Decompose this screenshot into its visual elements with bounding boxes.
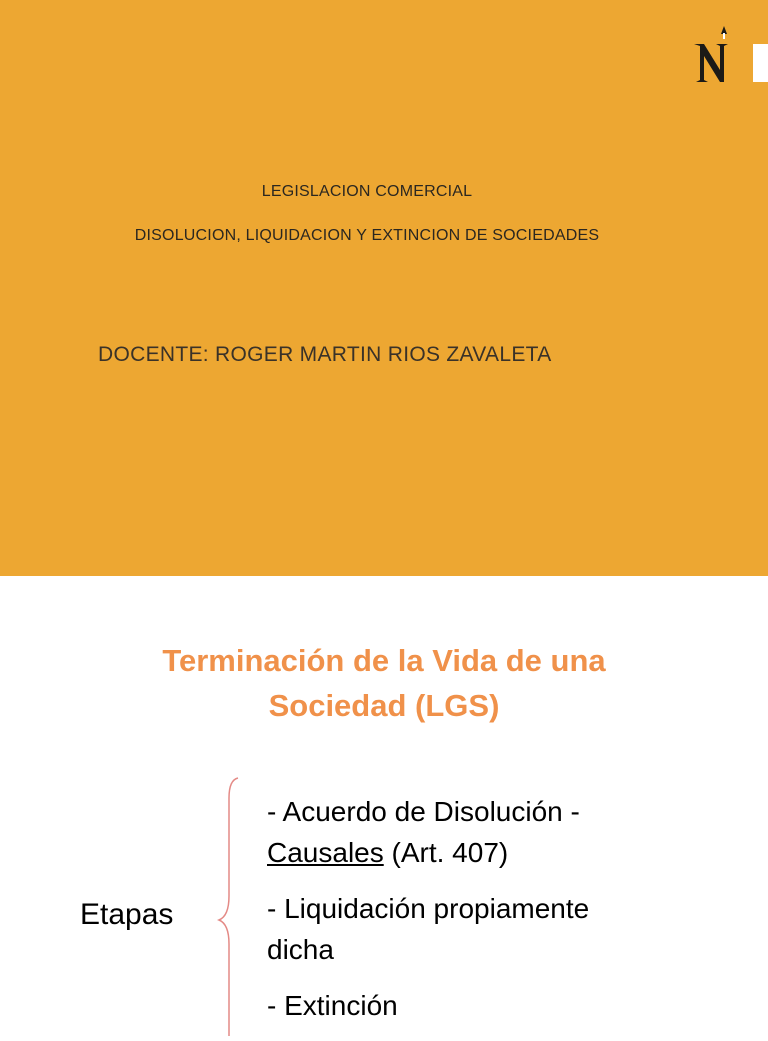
stage-2-line-1: - Liquidación propiamente xyxy=(267,893,590,924)
stage-item xyxy=(267,985,687,1026)
slide-title xyxy=(0,638,768,728)
slide-title-line-1: Terminación de la Vida de una xyxy=(162,643,606,678)
logo-bar xyxy=(753,44,768,82)
causales-link[interactable]: Causales xyxy=(267,837,384,868)
stage-1-line-1: - Acuerdo de Disolución - xyxy=(267,796,580,827)
slide-title-line-2: Sociedad (LGS) xyxy=(268,688,500,723)
stages-label: Etapas xyxy=(80,898,174,931)
stage-item xyxy=(267,791,687,873)
university-n-logo-icon xyxy=(690,24,734,84)
stages-list xyxy=(267,791,687,1041)
curly-brace-icon xyxy=(214,776,244,1036)
topic-title: DISOLUCION, LIQUIDACION Y EXTINCION DE SOCIEDADES xyxy=(134,227,600,244)
course-title: LEGISLACION COMERCIAL xyxy=(261,183,473,200)
stage-1-line-2 xyxy=(267,832,687,873)
article-ref: (Art. 407) xyxy=(383,837,509,868)
stage-2-line-2: dicha xyxy=(267,934,334,965)
stage-3-text: - Extinción xyxy=(267,990,398,1021)
content-slide xyxy=(0,576,768,1024)
teacher-name: DOCENTE: ROGER MARTIN RIOS ZAVALETA xyxy=(98,343,552,366)
stage-item xyxy=(267,888,687,970)
